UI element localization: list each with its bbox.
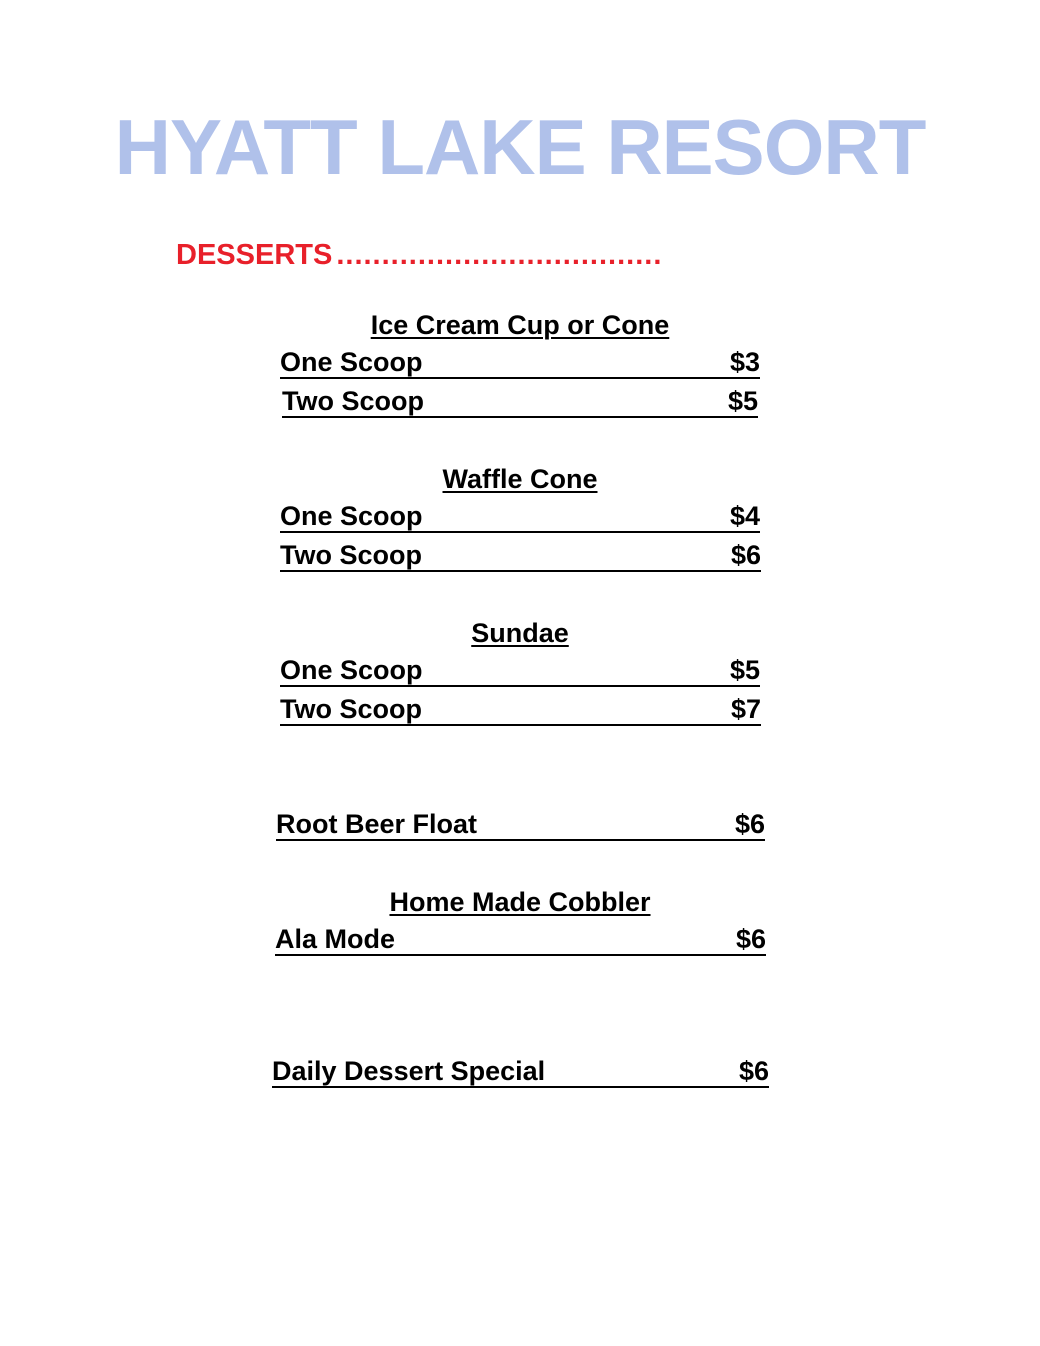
item-price: $7 bbox=[730, 694, 761, 724]
dotted-leader: .................................... bbox=[336, 239, 663, 271]
category-label: Sundae bbox=[471, 618, 569, 648]
item-name: Two Scoop bbox=[282, 386, 424, 416]
menu-item-row bbox=[280, 694, 761, 726]
category-heading-waffle-cone bbox=[0, 462, 1040, 496]
item-price: $5 bbox=[729, 655, 760, 685]
section-heading-desserts bbox=[176, 236, 662, 274]
category-heading-cobbler bbox=[0, 885, 1040, 919]
category-heading-sundae bbox=[0, 616, 1040, 650]
menu-item-row bbox=[280, 501, 760, 533]
item-name: Root Beer Float bbox=[276, 809, 478, 839]
category-heading-ice-cream bbox=[0, 308, 1040, 342]
item-price: $4 bbox=[729, 501, 760, 531]
menu-item-row bbox=[282, 386, 758, 418]
menu-item-row bbox=[280, 540, 761, 572]
item-name: Two Scoop bbox=[280, 694, 422, 724]
item-price: $3 bbox=[729, 347, 760, 377]
menu-item-row bbox=[275, 924, 766, 956]
item-name: Ala Mode bbox=[275, 924, 396, 954]
item-price: $6 bbox=[735, 924, 766, 954]
item-name: Daily Dessert Special bbox=[272, 1056, 546, 1086]
item-name: One Scoop bbox=[280, 501, 423, 531]
item-price: $5 bbox=[727, 386, 758, 416]
item-name: One Scoop bbox=[280, 655, 423, 685]
menu-item-row-root-beer-float bbox=[276, 809, 765, 841]
menu-item-row bbox=[280, 655, 760, 687]
section-label: DESSERTS bbox=[176, 239, 333, 271]
item-name: Two Scoop bbox=[280, 540, 422, 570]
category-label: Home Made Cobbler bbox=[389, 887, 651, 917]
item-price: $6 bbox=[730, 540, 761, 570]
page-title: HYATT LAKE RESORT bbox=[114, 103, 926, 191]
item-price: $6 bbox=[734, 809, 765, 839]
menu-item-row-daily-special bbox=[272, 1056, 769, 1088]
category-label: Waffle Cone bbox=[442, 464, 598, 494]
item-price: $6 bbox=[738, 1056, 769, 1086]
item-name: One Scoop bbox=[280, 347, 423, 377]
menu-item-row bbox=[280, 347, 760, 379]
category-label: Ice Cream Cup or Cone bbox=[370, 310, 670, 340]
